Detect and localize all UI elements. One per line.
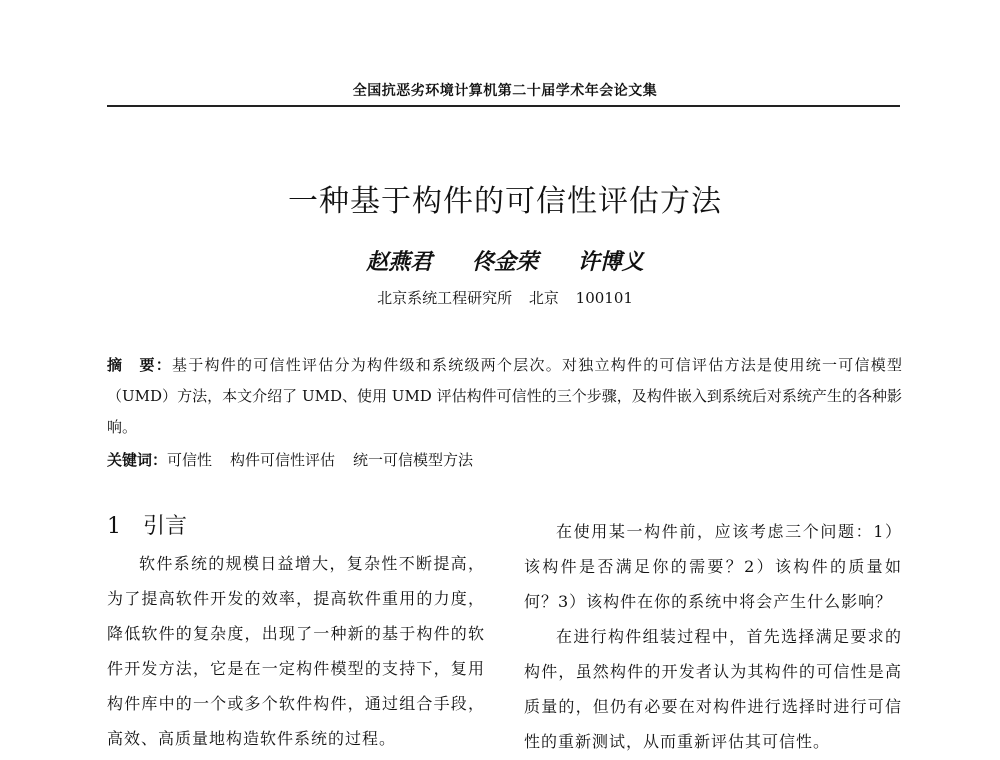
affiliation-institute: 北京系统工程研究所	[377, 289, 513, 307]
author-list	[110, 245, 900, 276]
body-paragraph: 在使用某一构件前，应该考虑三个问题：1）该构件是否满足你的需要？2）该构件的质量如何？3）该构件在你的系统中将会产生什么影响？	[524, 522, 902, 611]
section-title: 引言	[143, 514, 188, 539]
author-name: 赵燕君	[366, 249, 433, 275]
body-paragraph: 软件系统的规模日益增大，复杂性不断提高，为了提高软件开发的效率，提高软件重用的力度，降低软件的复杂度，出现了一种新的基于构件的软件开发方法，它是在一定构件模型的支持下，复用构件库中的一个或多个软件构件，通过组合手段，高效、高质量地构造软件系统的过程。	[107, 554, 485, 748]
abstract-label: 摘 要：	[107, 356, 172, 374]
keyword: 统一可信模型方法	[353, 451, 474, 469]
right-column	[524, 512, 902, 759]
author-name: 许博义	[577, 249, 644, 275]
keyword: 构件可信性评估	[230, 451, 336, 469]
section-number: 1	[107, 514, 121, 539]
keywords	[107, 445, 902, 476]
running-header: 全国抗恶劣环境计算机第二十届学术年会论文集	[352, 83, 658, 99]
section-heading	[107, 512, 485, 542]
header-rule	[107, 105, 900, 107]
keyword: 可信性	[167, 451, 213, 469]
body-paragraph: 在进行构件组装过程中，首先选择满足要求的构件，虽然构件的开发者认为其构件的可信性是高质量的，但仍有必要在对构件进行选择时进行可信性的重新测试，从而重新评估其可信性。	[524, 627, 902, 751]
abstract-text: 基于构件的可信性评估分为构件级和系统级两个层次。对独立构件的可信评估方法是使用统一可信模型（UMD）方法，本文介绍了 UMD、使用 UMD 评估构件可信性的三个步骤，及构件嵌入到系统后对系统产生的各种影响。	[107, 356, 902, 436]
affiliation-city: 北京	[528, 289, 559, 307]
affiliation	[110, 287, 900, 308]
abstract	[107, 350, 902, 443]
author-name: 佟金荣	[471, 249, 538, 275]
left-column	[107, 512, 485, 756]
affiliation-postcode: 100101	[575, 289, 633, 307]
paper-title: 一种基于构件的可信性评估方法	[288, 184, 722, 219]
keywords-label: 关键词：	[107, 451, 168, 469]
